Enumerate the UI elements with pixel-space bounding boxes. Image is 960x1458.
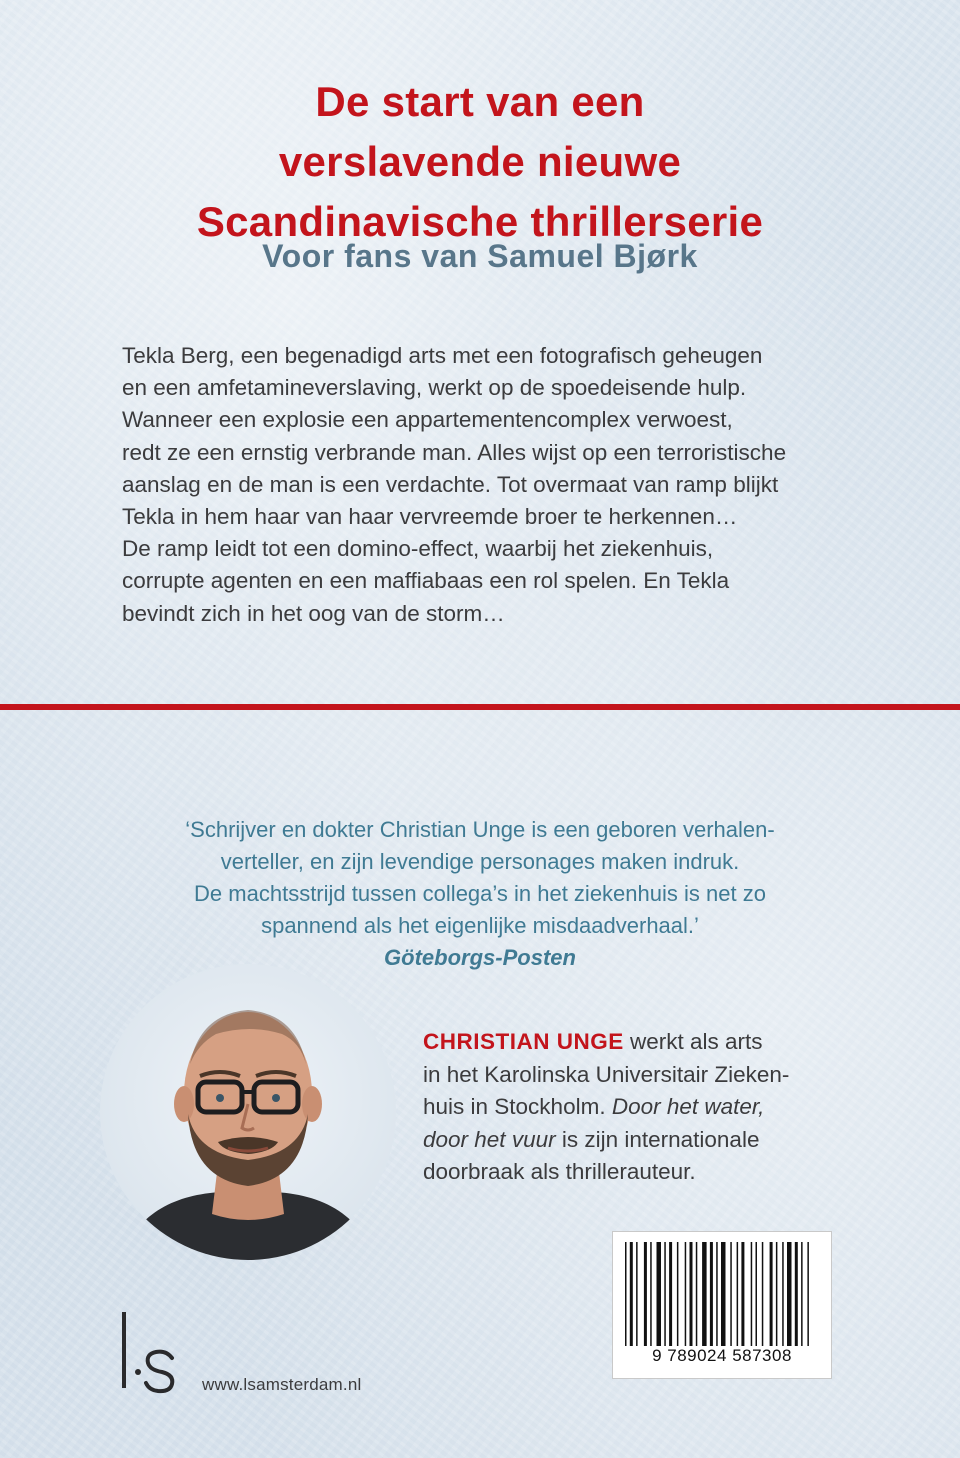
barcode-bar (690, 1242, 693, 1346)
barcode-bar (787, 1242, 792, 1346)
author-portrait-illustration (100, 964, 396, 1260)
barcode (612, 1231, 832, 1379)
headline (0, 72, 960, 252)
blurb-line: en een amfetamineverslaving, werkt op de spoedeisende hulp. (122, 375, 747, 401)
barcode-bar (741, 1242, 744, 1346)
quote-source: Göteborgs-Posten (384, 945, 576, 970)
barcode-bar (644, 1242, 647, 1346)
quote-line: verteller, en zijn levendige personages maken indruk. (220, 849, 740, 874)
barcode-bar (636, 1242, 638, 1346)
bio-line-4 (423, 1124, 863, 1157)
headline-line-3: Scandinavische thrillerserie (196, 198, 764, 245)
barcode-bar (721, 1242, 726, 1346)
quote-line: ‘Schrijver en dokter Christian Unge is een geboren verhalen- (185, 817, 775, 842)
barcode-bar (716, 1242, 718, 1346)
barcode-bar (730, 1242, 732, 1346)
bio-text: is zijn internationale (555, 1126, 760, 1152)
blurb-line: Tekla in hem haar van haar vervreemde broer te herkennen… (122, 504, 738, 530)
barcode-bar (776, 1242, 778, 1346)
quote-line: De machtsstrijd tussen collega’s in het ziekenhuis is net zo (194, 881, 766, 906)
blurb-line: De ramp leidt tot een domino-effect, waarbij het ziekenhuis, (122, 536, 714, 562)
barcode-bar (770, 1242, 773, 1346)
barcode-bar (685, 1242, 687, 1346)
barcode-bar (762, 1242, 764, 1346)
blurb-line: bevindt zich in het oog van de storm… (122, 600, 505, 626)
author-bio (423, 1026, 863, 1189)
bio-text: huis in Stockholm. (423, 1094, 612, 1119)
barcode-bar (625, 1242, 627, 1346)
barcode-bar (677, 1242, 679, 1346)
blurb-line: aanslag en de man is een verdachte. Tot overmaat van ramp blijkt (122, 471, 779, 497)
blurb (122, 340, 862, 630)
review-quote (0, 814, 960, 974)
barcode-bar (630, 1242, 633, 1346)
quote-line: spannend als het eigenlijke misdaadverhaal.’ (261, 913, 699, 938)
publisher-website: www.lsamsterdam.nl (202, 1375, 362, 1394)
blurb-line: corrupte agenten en een maffiabaas een rol spelen. En Tekla (122, 568, 730, 594)
book-title: door het vuur (423, 1126, 556, 1152)
headline-line-2: verslavende nieuwe (278, 138, 682, 185)
blurb-line: redt ze een ernstig verbrande man. Alles wijst op een terroristische (122, 439, 787, 465)
barcode-bar (751, 1242, 753, 1346)
ls-logo-icon (116, 1306, 196, 1396)
barcode-bar (657, 1242, 662, 1346)
barcode-bar (795, 1242, 798, 1346)
book-title: Door het water, (611, 1094, 765, 1119)
bio-line-1 (423, 1026, 863, 1059)
isbn-number: 9 789024 587308 (652, 1346, 792, 1365)
red-divider (0, 704, 960, 710)
bio-line-3 (423, 1091, 863, 1124)
barcode-bar (696, 1242, 698, 1346)
blurb-line: Wanneer een explosie een appartementencomplex verwoest, (122, 407, 733, 433)
barcode-bar (669, 1242, 672, 1346)
author-name: CHRISTIAN UNGE (423, 1029, 624, 1054)
subheadline: Voor fans van Samuel Bjørk (262, 238, 698, 274)
barcode-bars (623, 1242, 821, 1346)
bio-line-5: doorbraak als thrillerauteur. (423, 1159, 696, 1184)
barcode-bar (650, 1242, 652, 1346)
barcode-bar (782, 1242, 784, 1346)
barcode-bar (702, 1242, 707, 1346)
headline-line-1: De start van een (315, 78, 645, 125)
author-photo (100, 964, 396, 1260)
bio-line-2: in het Karolinska Universitair Zieken- (423, 1061, 790, 1087)
bio-text: werkt als arts (623, 1029, 763, 1054)
barcode-bar (801, 1242, 803, 1346)
barcode-bar (737, 1242, 739, 1346)
barcode-bar (756, 1242, 758, 1346)
blurb-line: Tekla Berg, een begenadigd arts met een fotografisch geheugen (122, 343, 763, 368)
barcode-bar (710, 1242, 713, 1346)
barcode-bar (664, 1242, 666, 1346)
publisher-logo (116, 1306, 196, 1396)
barcode-bar (807, 1242, 809, 1346)
